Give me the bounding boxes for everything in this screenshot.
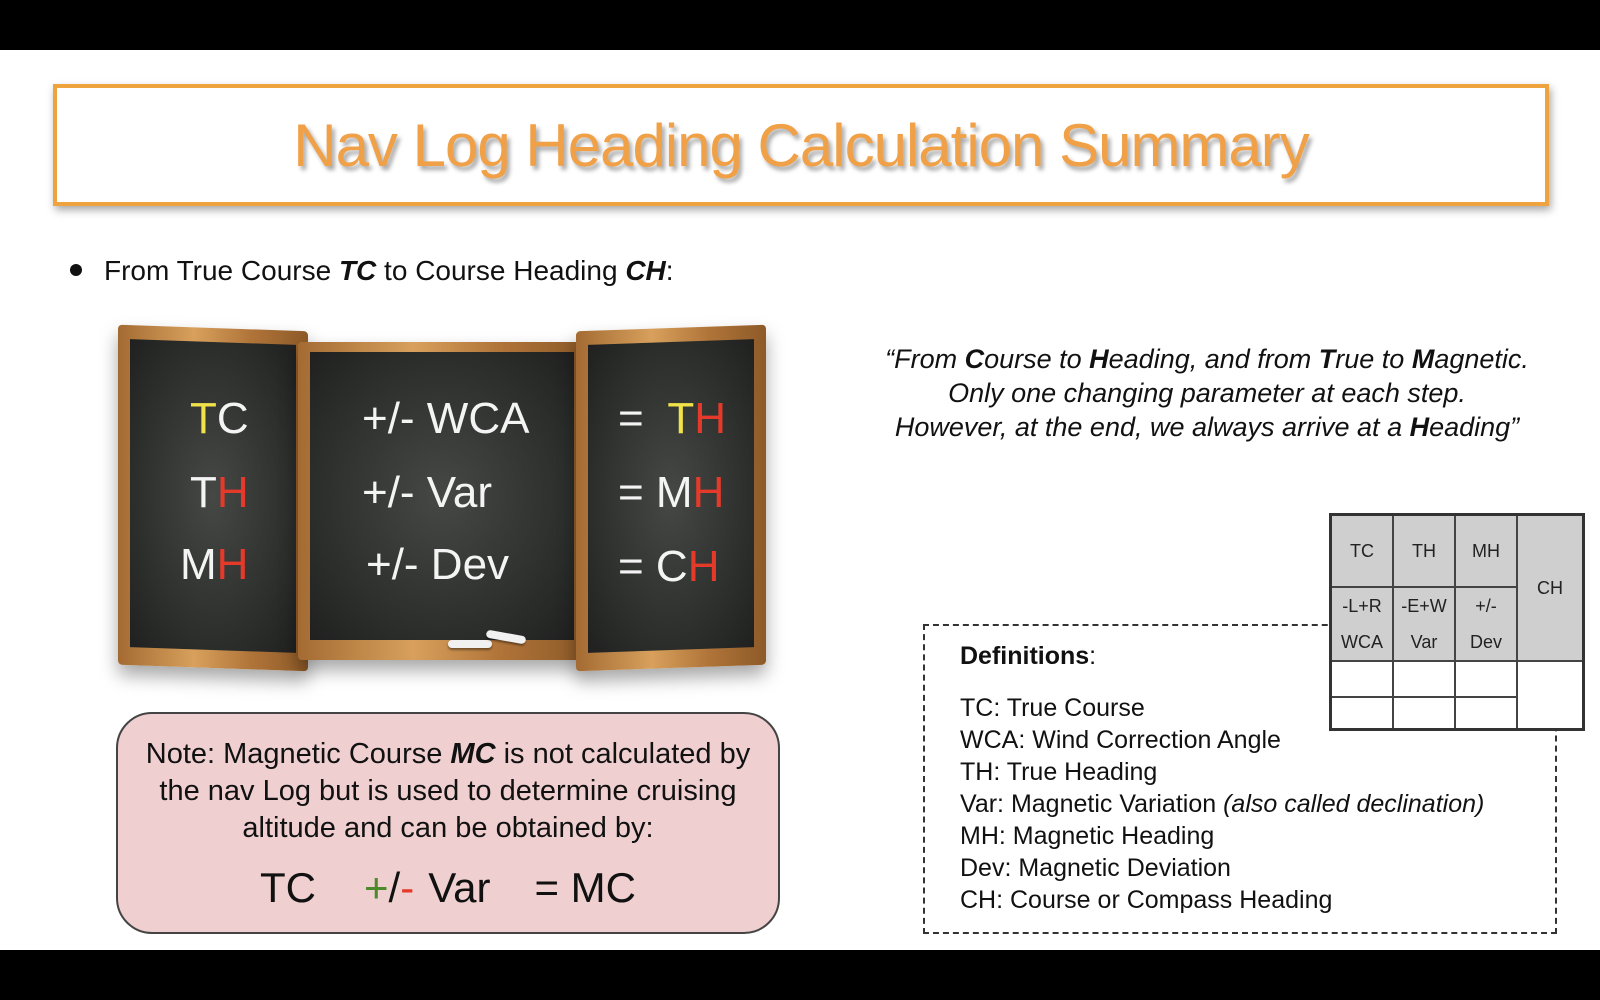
board-mid-var: +/- Var	[362, 468, 493, 517]
formula-var: Var	[428, 864, 491, 911]
bullet-ch: CH	[625, 255, 666, 286]
navlog-sub-var: -E+W Var	[1394, 588, 1456, 662]
definition-item: WCA: Wind Correction Angle	[960, 726, 1281, 754]
navlog-sub-dev: +/- Dev	[1456, 588, 1518, 662]
navlog-cell	[1518, 662, 1582, 728]
board-right-th: = TH	[618, 394, 727, 443]
bullet-prefix: From True Course	[104, 255, 339, 286]
definition-item: MH: Magnetic Heading	[960, 822, 1215, 850]
definition-item: TC: True Course	[960, 694, 1145, 722]
chalk-piece-icon	[448, 640, 492, 648]
definition-item: CH: Course or Compass Heading	[960, 886, 1333, 914]
navlog-cell	[1456, 698, 1518, 728]
page-title: Nav Log Heading Calculation Summary	[293, 111, 1309, 179]
bullet-tc: TC	[338, 255, 377, 286]
definition-item: Var: Magnetic Variation (also called declination)	[960, 790, 1485, 818]
navlog-header-ch: CH	[1518, 516, 1582, 662]
board-left-mh: MH	[180, 540, 249, 589]
navlog-cell	[1394, 698, 1456, 728]
mnemonic-quote	[856, 342, 1558, 444]
definitions-heading: Definitions:	[960, 642, 1097, 670]
navlog-cell	[1394, 662, 1456, 698]
board-mid-wca: +/- WCA	[362, 394, 530, 443]
top-letterbox	[0, 0, 1600, 50]
quote-line-1: “From Course to Heading, and from True to Magnetic.	[885, 344, 1529, 374]
title-box	[53, 84, 1549, 206]
navlog-cell	[1332, 698, 1394, 728]
bottom-letterbox	[0, 950, 1600, 1000]
navlog-header-tc: TC	[1332, 516, 1394, 588]
note-box	[116, 712, 780, 934]
bullet-suffix: :	[665, 255, 674, 286]
quote-line-2: Only one changing parameter at each step.	[948, 378, 1466, 408]
bullet-middle: to Course Heading	[376, 255, 626, 286]
definition-item: Dev: Magnetic Deviation	[960, 854, 1231, 882]
navlog-cell	[1456, 662, 1518, 698]
formula-result: = MC	[534, 864, 636, 911]
navlog-table	[1329, 513, 1585, 731]
mc-formula	[118, 864, 778, 912]
navlog-header-th: TH	[1394, 516, 1456, 588]
chalkboard	[118, 328, 780, 676]
board-right-mh: = MH	[618, 468, 725, 517]
board-left-th: TH	[190, 468, 249, 517]
quote-line-3: However, at the end, we always arrive at a Heading”	[894, 412, 1520, 442]
definition-item: TH: True Heading	[960, 758, 1158, 786]
formula-slash: /	[388, 864, 401, 911]
board-left-tc: TC	[190, 394, 249, 443]
note-text: Note: Magnetic Course MC is not calculated by the nav Log but is used to determine cruising altitude and can be obtained by:	[145, 738, 751, 844]
bullet-line	[70, 255, 674, 287]
bullet-icon	[70, 264, 82, 276]
formula-minus: -	[400, 864, 415, 911]
formula-plus: +	[364, 864, 389, 911]
board-right-ch: = CH	[618, 542, 720, 591]
navlog-sub-wca: -L+R WCA	[1332, 588, 1394, 662]
navlog-cell	[1332, 662, 1394, 698]
formula-tc: TC	[260, 864, 317, 911]
board-mid-dev: +/- Dev	[366, 540, 510, 589]
navlog-header-mh: MH	[1456, 516, 1518, 588]
